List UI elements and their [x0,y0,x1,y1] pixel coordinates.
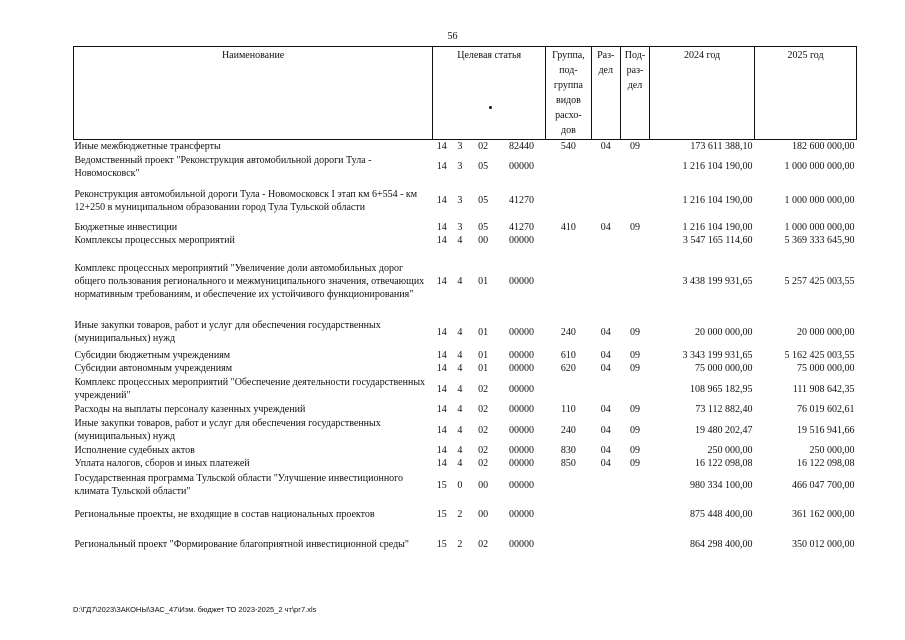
header-name: Наименование [74,47,433,140]
target-code-d: 00000 [508,479,534,491]
target-code-a: 14 [436,195,447,206]
section-code [591,180,620,221]
amount-2025: 19 516 941,66 [797,424,855,436]
section-code: 04 [600,424,611,436]
table-row [74,470,857,500]
amount-2025: 111 908 642,35 [792,383,855,395]
row-name: Иные межбюджетные трансферты [74,141,221,152]
target-code-a: 14 [436,424,447,436]
expense-group [546,234,591,247]
section-code [591,500,620,528]
amount-2024: 75 000 000,00 [695,363,753,374]
header-year-2025: 2025 год [755,47,857,140]
target-code-c: 01 [478,275,489,287]
table-row [74,140,857,154]
table-row [74,349,857,362]
subsection-code [620,528,649,560]
section-code: 04 [600,222,611,233]
subsection-code: 09 [629,350,640,361]
header-group: Группа, под-группа видов расхо-дов [546,47,591,140]
header-target-label: Целевая статья [457,50,522,61]
target-code-a: 14 [436,235,447,246]
expense-group: 240 [560,424,576,436]
subsection-code [620,180,649,221]
target-code-c: 01 [478,350,489,361]
target-code-d: 00000 [508,424,534,436]
target-code-a: 14 [436,383,447,395]
subsection-code: 09 [629,445,640,456]
amount-2025: 20 000 000,00 [797,326,855,338]
target-code-a: 14 [436,363,447,374]
target-code-b: 4 [457,424,463,436]
target-code-a: 14 [436,458,447,469]
target-code-a: 14 [436,141,447,152]
expense-group [546,470,591,500]
target-code-c: 05 [478,161,489,172]
subsection-code: 09 [629,363,640,374]
section-code [591,234,620,247]
expense-group [546,247,591,315]
target-code-a: 15 [436,538,447,550]
amount-2025: 466 047 700,00 [792,479,855,491]
target-code-a: 14 [436,445,447,456]
subsection-code: 09 [629,458,640,469]
subsection-code: 09 [629,424,640,436]
target-code-d: 00000 [508,538,534,550]
target-code-b: 3 [457,195,463,206]
target-code-a: 15 [436,508,447,520]
target-code-a: 14 [436,404,447,415]
table-row [74,362,857,375]
amount-2024: 108 965 182,95 [690,383,753,395]
expense-group: 850 [560,458,576,469]
section-code: 04 [600,141,611,152]
target-code-b: 3 [457,141,463,152]
target-code-c: 02 [478,445,489,456]
section-code: 04 [600,350,611,361]
target-code-b: 3 [457,161,463,172]
target-code-a: 14 [436,275,447,287]
subsection-code: 09 [629,326,640,338]
table-row [74,457,857,470]
amount-2024: 3 547 165 114,60 [682,235,753,246]
section-code: 04 [600,326,611,338]
budget-table [73,46,857,560]
section-code: 04 [600,445,611,456]
header-year-2024: 2024 год [650,47,755,140]
row-name: Государственная программа Тульской области "Улучшение инвестиционного климата Тульской области" [74,473,404,497]
target-code-d: 00000 [508,508,534,520]
target-code-a: 15 [436,479,447,491]
target-code-c: 00 [478,235,489,246]
target-code-b: 4 [457,404,463,415]
table-row [74,247,857,315]
subsection-code [620,234,649,247]
target-code-d: 00000 [508,383,534,395]
target-code-c: 02 [478,141,489,152]
amount-2025: 16 122 098,08 [797,458,855,469]
target-code-d: 00000 [508,458,534,469]
subsection-code: 09 [629,222,640,233]
target-code-a: 14 [436,161,447,172]
target-code-c: 00 [478,479,489,491]
expense-group [546,528,591,560]
section-code [591,528,620,560]
table-row [74,500,857,528]
amount-2024: 16 122 098,08 [695,458,753,469]
row-name: Комплекс процессных мероприятий "Обеспечение деятельности государственных учреждений" [74,377,426,401]
header-target [433,47,546,140]
target-code-d: 82440 [508,141,534,152]
expense-group: 830 [560,445,576,456]
row-name: Расходы на выплаты персоналу казенных учреждений [74,404,306,415]
amount-2025: 361 162 000,00 [792,508,855,520]
target-code-b: 4 [457,326,463,338]
amount-2024: 250 000,00 [707,445,753,456]
amount-2025: 250 000,00 [809,445,855,456]
target-code-d: 41270 [508,222,534,233]
row-name: Реконструкция автомобильной дороги Тула - Новомосковск I этап км 6+554 - км 12+250 в муниципальном образовании город Тула Тульской области [74,188,418,213]
subsection-code [620,470,649,500]
page-number: 56 [447,31,458,42]
amount-2024: 1 216 104 190,00 [682,161,753,172]
expense-group: 540 [560,141,576,152]
amount-2025: 5 369 333 645,90 [784,235,855,246]
target-code-b: 4 [457,235,463,246]
amount-2024: 1 216 104 190,00 [682,195,753,206]
target-code-a: 14 [436,350,447,361]
row-name: Иные закупки товаров, работ и услуг для обеспечения государственных (муниципальных) нужд [74,418,381,442]
target-code-c: 05 [478,222,489,233]
target-code-a: 14 [436,222,447,233]
section-code [591,153,620,180]
expense-group: 610 [560,350,576,361]
table-row [74,221,857,234]
amount-2025: 5 257 425 003,55 [784,275,855,287]
row-name: Комплексы процессных мероприятий [74,235,235,246]
target-code-b: 3 [457,222,463,233]
target-code-c: 01 [478,363,489,374]
expense-group: 110 [561,404,576,415]
target-code-c: 02 [478,458,489,469]
subsection-code: 09 [629,404,640,415]
section-code: 04 [600,404,611,415]
row-name: Уплата налогов, сборов и иных платежей [74,458,250,469]
target-code-b: 4 [457,350,463,361]
amount-2024: 980 334 100,00 [690,479,753,491]
target-code-d: 00000 [508,363,534,374]
row-name: Региональные проекты, не входящие в состав национальных проектов [74,508,375,520]
amount-2024: 3 343 199 931,65 [682,350,753,361]
file-path-footer: D:\ГД7\2023\ЗАКОНЫ\ЗАС_47\Изм. бюджет ТО 2023-2025_2 чт\рг7.xls [73,605,317,614]
target-code-c: 01 [478,326,489,338]
row-name: Субсидии бюджетным учреждениям [74,350,231,361]
amount-2025: 1 000 000 000,00 [784,195,855,206]
table-row [74,444,857,457]
target-code-b: 2 [457,538,463,550]
subsection-code [620,247,649,315]
target-code-d: 00000 [508,161,534,172]
target-code-c: 02 [478,383,489,395]
target-code-c: 02 [478,404,489,415]
expense-group [546,500,591,528]
table-row [74,153,857,180]
table-row [74,528,857,560]
expense-group [546,375,591,403]
table-row [74,234,857,247]
amount-2024: 20 000 000,00 [695,326,753,338]
amount-2025: 182 600 000,00 [792,141,855,152]
amount-2024: 864 298 400,00 [690,538,753,550]
amount-2025: 1 000 000 000,00 [784,161,855,172]
target-code-d: 00000 [508,235,534,246]
row-name: Исполнение судебных актов [74,445,195,456]
target-code-d: 41270 [508,195,534,206]
header-section: Раз-дел [591,47,620,140]
target-code-b: 4 [457,383,463,395]
amount-2025: 5 162 425 003,55 [784,350,855,361]
target-code-b: 4 [457,458,463,469]
table-row [74,315,857,349]
target-code-a: 14 [436,326,447,338]
target-code-b: 4 [457,445,463,456]
target-code-b: 2 [457,508,463,520]
target-code-b: 4 [457,275,463,287]
expense-group [546,153,591,180]
amount-2024: 875 448 400,00 [690,508,753,520]
row-name: Ведомственный проект "Реконструкция автомобильной дороги Тула - Новомосковск" [74,154,372,179]
section-code: 04 [600,363,611,374]
table-row [74,375,857,403]
section-code [591,470,620,500]
target-code-c: 00 [478,508,489,520]
table-row [74,416,857,444]
target-code-d: 00000 [508,275,534,287]
amount-2025: 350 012 000,00 [792,538,855,550]
subsection-code [620,375,649,403]
amount-2024: 3 438 199 931,65 [682,275,753,287]
table-row [74,403,857,416]
expense-group: 240 [560,326,576,338]
subsection-code [620,500,649,528]
subsection-code [620,153,649,180]
target-code-d: 00000 [508,350,534,361]
header-subsection: Под-раз-дел [620,47,649,140]
section-code: 04 [600,458,611,469]
row-name: Комплекс процессных мероприятий "Увеличение доли автомобильных дорог общего пользования регионального и межмуниципального значения, отвечающих нормативным требованиям, и обеспечение их устойчивого функционирования" [74,262,425,300]
row-name: Субсидии автономным учреждениям [74,363,233,374]
amount-2024: 173 611 388,10 [690,141,753,152]
target-code-c: 02 [478,538,489,550]
table-row [74,180,857,221]
expense-group: 410 [560,222,576,233]
row-name: Иные закупки товаров, работ и услуг для обеспечения государственных (муниципальных) нужд [74,320,381,344]
target-code-c: 05 [478,195,489,206]
target-code-b: 4 [457,363,463,374]
expense-group: 620 [560,363,576,374]
target-code-d: 00000 [508,445,534,456]
amount-2024: 1 216 104 190,00 [682,222,753,233]
amount-2025: 75 000 000,00 [797,363,855,374]
row-name: Региональный проект "Формирование благоприятной инвестиционной среды" [74,538,409,550]
header-row [74,47,857,140]
mark-dot [489,106,492,109]
amount-2025: 1 000 000 000,00 [784,222,855,233]
section-code [591,247,620,315]
section-code [591,375,620,403]
expense-group [546,180,591,221]
subsection-code: 09 [629,141,640,152]
target-code-c: 02 [478,424,489,436]
target-code-d: 00000 [508,326,534,338]
row-name: Бюджетные инвестиции [74,222,178,233]
amount-2025: 76 019 602,61 [797,404,855,415]
amount-2024: 19 480 202,47 [695,424,753,436]
target-code-d: 00000 [508,404,534,415]
target-code-b: 0 [457,479,463,491]
amount-2024: 73 112 882,40 [695,404,753,415]
